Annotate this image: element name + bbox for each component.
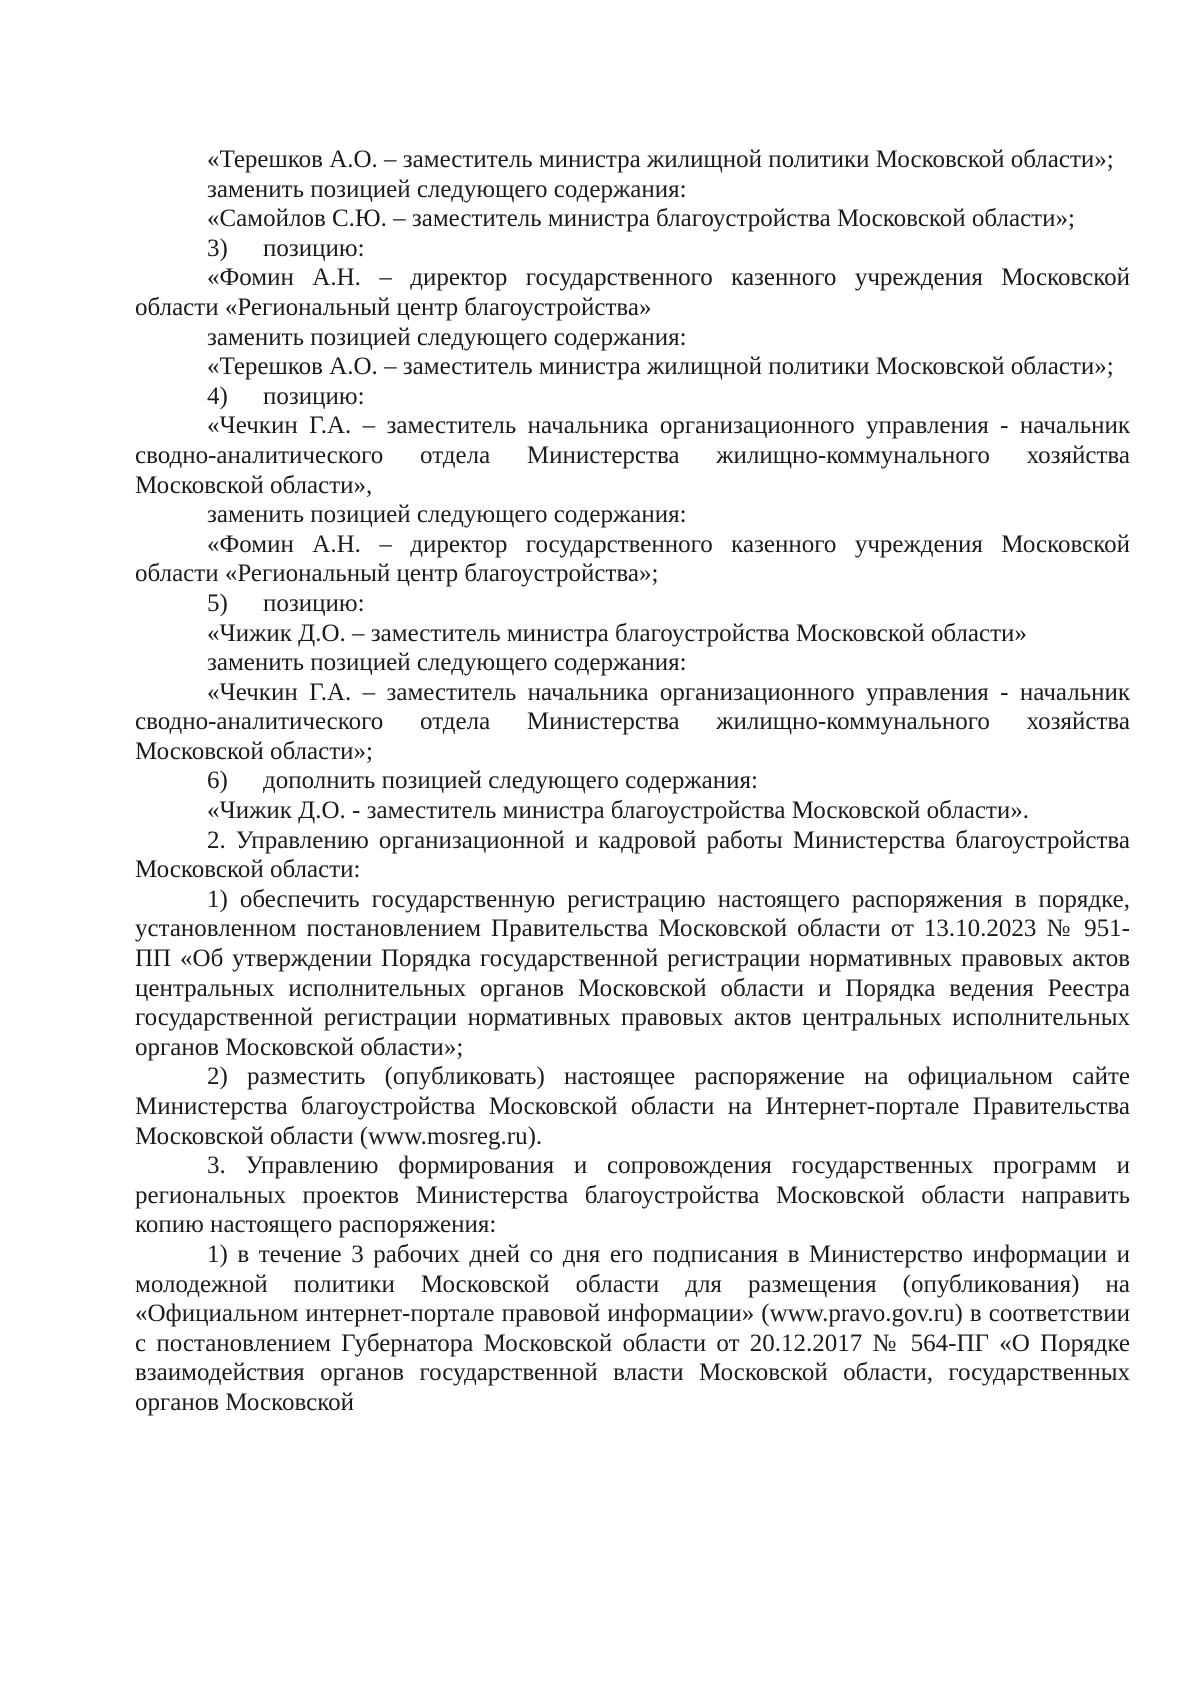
paragraph-position-chechkin: «Чечкин Г.А. – заместитель начальника организационного управления - начальник сводно-аналитического отдела Министерства жилищно-коммунального хозяйства Московской области»;	[135, 678, 1130, 765]
list-item-text: позицию:	[263, 234, 365, 262]
paragraph-section-3: 3. Управлению формирования и сопровождения государственных программ и региональных проектов Министерства благоустройства Московской области направить копию настоящего распоряжения:	[135, 1152, 1130, 1239]
paragraph-replace-instruction: заменить позицией следующего содержания:	[207, 175, 687, 203]
document-body	[135, 145, 1130, 1418]
list-item-number: 5)	[207, 589, 228, 617]
paragraph-position-fomin: «Фомин А.Н. – директор государственного казенного учреждения Московской области «Региональный центр благоустройства»	[135, 264, 1130, 321]
paragraph-replace-instruction: заменить позицией следующего содержания:	[207, 649, 687, 677]
paragraph-section-2-item-1: 1) обеспечить государственную регистрацию настоящего распоряжения в порядке, установленном постановлением Правительства Московской области от 13.10.2023 № 951-ПП «Об утверждении Порядка государственной регистрации нормативных правовых актов центральных исполнительных органов Московской области и Порядка ведения Реестра государственной регистрации нормативных правовых актов центральных исполнительных органов Московской области»;	[135, 885, 1130, 1061]
paragraph-position-samoylov: «Самойлов С.Ю. – заместитель министра благоустройства Московской области»;	[207, 205, 1075, 233]
list-item-number: 3)	[207, 234, 228, 262]
paragraph-position-chizhik: «Чижик Д.О. – заместитель министра благоустройства Московской области»	[207, 619, 1027, 647]
paragraph-replace-instruction: заменить позицией следующего содержания:	[207, 323, 687, 351]
list-item-5	[135, 589, 1130, 619]
list-item-text: позицию:	[263, 382, 365, 410]
paragraph-section-2-item-2: 2) разместить (опубликовать) настоящее распоряжение на официальном сайте Министерства благоустройства Московской области на Интернет-портале Правительства Московской области (www.mosreg.ru).	[135, 1063, 1130, 1150]
list-item-text: позицию:	[263, 589, 365, 617]
paragraph-position-tereshkov: «Терешков А.О. – заместитель министра жилищной политики Московской области»;	[207, 146, 1114, 173]
paragraph-section-2: 2. Управлению организационной и кадровой работы Министерства благоустройства Московской области:	[135, 826, 1130, 884]
paragraph-replace-instruction: заменить позицией следующего содержания:	[207, 501, 687, 529]
paragraph-position-chizhik: «Чижик Д.О. - заместитель министра благоустройства Московской области».	[207, 797, 1029, 825]
list-item-number: 4)	[207, 382, 228, 410]
list-item-4	[135, 382, 1130, 412]
list-item-text: дополнить позицией следующего содержания:	[263, 767, 758, 795]
paragraph-position-chechkin: «Чечкин Г.А. – заместитель начальника организационного управления - начальник сводно-аналитического отдела Министерства жилищно-коммунального хозяйства Московской области»,	[135, 412, 1130, 499]
list-item-6	[135, 766, 1130, 796]
paragraph-position-tereshkov: «Терешков А.О. – заместитель министра жилищной политики Московской области»;	[207, 353, 1114, 381]
paragraph-position-fomin: «Фомин А.Н. – директор государственного казенного учреждения Московской области «Региональный центр благоустройства»;	[135, 530, 1130, 588]
paragraph-section-3-item-1: 1) в течение 3 рабочих дней со дня его подписания в Министерство информации и молодежной политики Московской области для размещения (опубликования) на «Официальном интернет-портале правовой информации» (www.pravo.gov.ru) в соответствии с постановлением Губернатора Московской области от 20.12.2017 № 564-ПГ «О Порядке взаимодействия органов государственной власти Московской области, государственных органов Московской	[135, 1240, 1130, 1416]
list-item-number: 6)	[207, 767, 228, 795]
list-item-3	[135, 234, 1130, 264]
